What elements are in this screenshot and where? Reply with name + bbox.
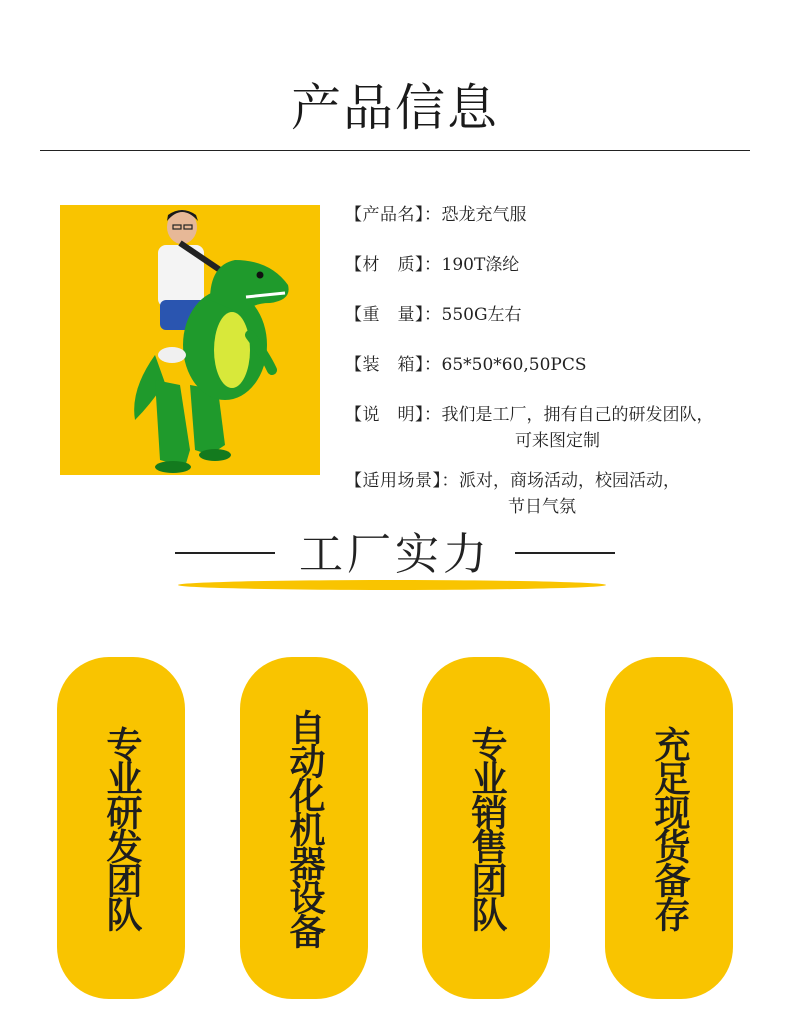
page-title: 产品信息 xyxy=(291,79,499,137)
feature-label: 专业研发团队 xyxy=(101,726,142,930)
feature-label: 自动化机器设备 xyxy=(284,709,325,947)
feature-label: 充足现货备存 xyxy=(649,726,690,930)
spec-usage xyxy=(345,468,680,520)
heading-left-line xyxy=(175,552,275,554)
spec-value: 550G左右 xyxy=(441,305,522,325)
factory-section-heading xyxy=(0,530,790,600)
heading-right-line xyxy=(515,552,615,554)
spec-value: 恐龙充气服 xyxy=(441,205,527,225)
spec-key: 【说 明】： xyxy=(345,405,442,425)
spec-description xyxy=(345,402,714,454)
spec-value-continued: 节日气氛 xyxy=(508,497,576,517)
factory-title: 工厂实力 xyxy=(299,529,491,580)
spec-key: 【重 量】： xyxy=(345,305,442,325)
spec-value: 65*50*60,50PCS xyxy=(441,355,587,375)
product-photo xyxy=(60,205,320,475)
spec-packing xyxy=(345,352,587,378)
heading-underline-bar xyxy=(178,580,606,590)
spec-value-continued: 可来图定制 xyxy=(515,431,600,451)
spec-key: 【适用场景】： xyxy=(345,471,459,491)
feature-pill-rd-team xyxy=(57,657,185,999)
feature-pill-stock xyxy=(605,657,733,999)
spec-key: 【产品名】： xyxy=(345,205,442,225)
spec-value: 190T涤纶 xyxy=(441,255,520,275)
spec-product-name xyxy=(345,202,527,228)
spec-value: 我们是工厂，拥有自己的研发团队， xyxy=(441,405,714,425)
title-divider xyxy=(40,150,750,151)
feature-label: 专业销售团队 xyxy=(466,726,507,930)
spec-key: 【材 质】： xyxy=(345,255,442,275)
feature-pill-automation xyxy=(240,657,368,999)
spec-key: 【装 箱】： xyxy=(345,355,442,375)
spec-value: 派对，商场活动，校园活动， xyxy=(459,471,680,491)
feature-pill-sales-team xyxy=(422,657,550,999)
spec-material xyxy=(345,252,519,278)
spec-weight xyxy=(345,302,522,328)
